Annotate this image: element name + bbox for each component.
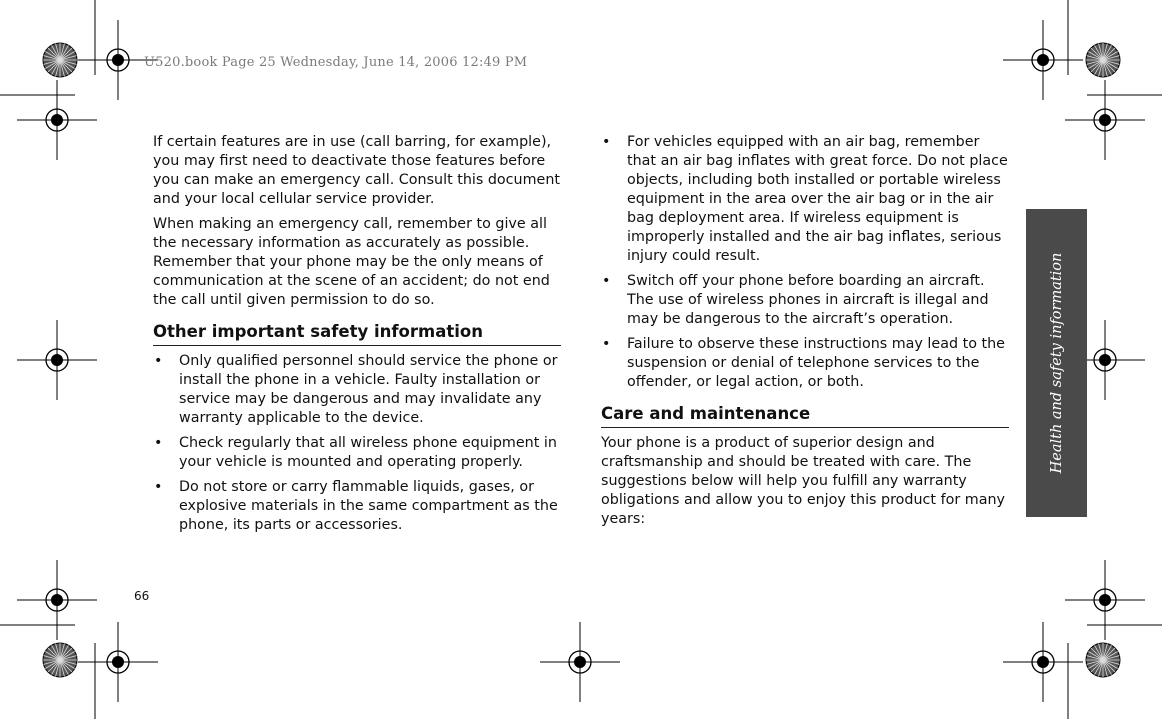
bullet-list — [153, 352, 561, 535]
list-item-text: Only qualified personnel should service the phone or install the phone in a vehicle. Faulty installation or service may be dangerous and may invalidate any warranty applicable to the device. — [179, 353, 558, 426]
crosshair-dot — [112, 54, 124, 66]
crosshair-dot — [1037, 54, 1049, 66]
crosshair-dot — [51, 354, 63, 366]
paragraph: When making an emergency call, remember to give all the necessary information as accurately as possible. Remember that your phone may be the only means of communication at the scene of an accident; do not end the call until given permission to do so. — [153, 216, 550, 308]
right-column — [601, 133, 1009, 535]
crosshair-dot — [1099, 594, 1111, 606]
section-heading: Other important safety information — [153, 322, 561, 346]
page-number: 66 — [134, 589, 150, 603]
sidebar-chapter-label: Health and safety information — [1048, 252, 1065, 474]
list-item-text: For vehicles equipped with an air bag, remember that an air bag inflates with great force. Do not place objects, including both installed or portable wireless equipment in the area over the air bag or in the air bag deployment area. If wireless equipment is improperly installed and the air bag inflates, serious injury could result. — [627, 134, 1008, 264]
crosshair-dot — [574, 656, 586, 668]
paragraph: Your phone is a product of superior design and craftsmanship and should be treated with care. The suggestions below will help you fulfill any warranty obligations and allow you to enjoy this product for many years: — [601, 435, 1005, 527]
list-item-text: Check regularly that all wireless phone equipment in your vehicle is mounted and operating properly. — [179, 435, 557, 470]
print-header-file-info: U520.book Page 25 Wednesday, June 14, 2006 12:49 PM — [144, 55, 528, 70]
sidebar-chapter-tab — [1026, 209, 1087, 517]
crosshair-dot — [51, 114, 63, 126]
bullet-icon: • — [154, 479, 163, 495]
bullet-icon: • — [602, 336, 611, 352]
bullet-list — [601, 133, 1009, 392]
list-item — [153, 434, 561, 472]
bullet-icon: • — [602, 273, 611, 289]
list-item-text: Failure to observe these instructions may lead to the suspension or denial of telephone services to the offender, or legal action, or both. — [627, 336, 1005, 390]
bullet-icon: • — [154, 435, 163, 451]
crosshair-dot — [1099, 114, 1111, 126]
list-item-text: Do not store or carry flammable liquids, gases, or explosive materials in the same compartment as the phone, its parts or accessories. — [179, 479, 558, 533]
list-item — [153, 478, 561, 535]
list-item — [601, 335, 1009, 392]
crosshair-dot — [1037, 656, 1049, 668]
bullet-icon: • — [154, 353, 163, 369]
list-item — [153, 352, 561, 428]
list-item — [601, 272, 1009, 329]
section-heading: Care and maintenance — [601, 404, 1009, 428]
list-item-text: Switch off your phone before boarding an aircraft. The use of wireless phones in aircraft is illegal and may be dangerous to the aircraft’s operation. — [627, 273, 989, 327]
paragraph: If certain features are in use (call barring, for example), you may first need to deactivate those features before you can make an emergency call. Consult this document and your local cellular service provider. — [153, 134, 560, 207]
bullet-icon: • — [602, 134, 611, 150]
crosshair-dot — [51, 594, 63, 606]
left-column — [153, 133, 561, 541]
list-item — [601, 133, 1009, 266]
crosshair-dot — [112, 656, 124, 668]
crosshair-dot — [1099, 354, 1111, 366]
